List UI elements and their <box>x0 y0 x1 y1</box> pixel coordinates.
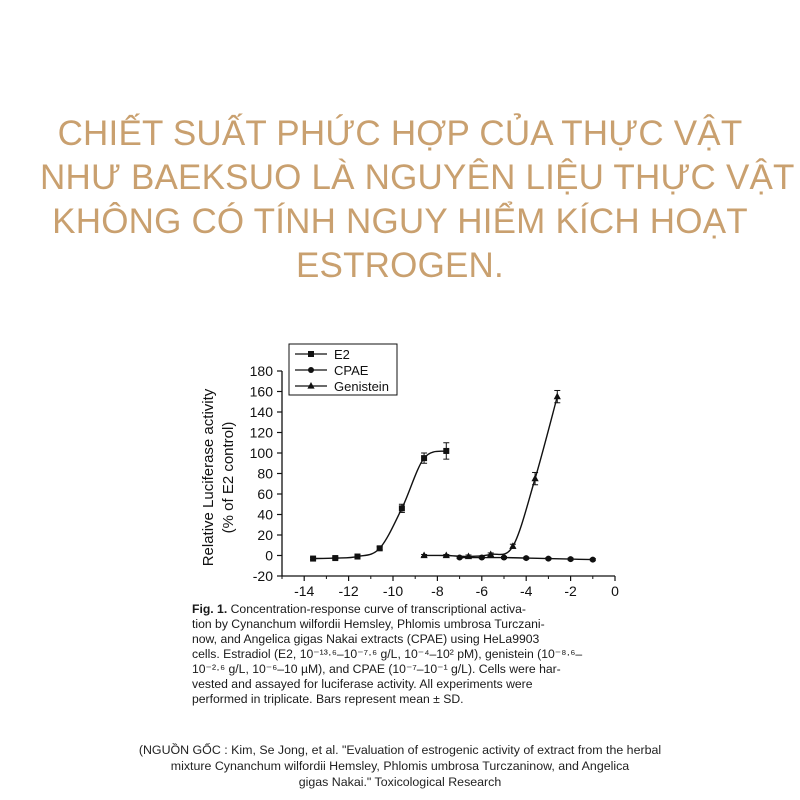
source-line: gigas Nakai." Toxicological Research <box>298 775 502 789</box>
x-tick-label: -6 <box>475 583 489 599</box>
data-point-genistein <box>554 393 561 400</box>
data-point-e2 <box>310 556 316 562</box>
caption-line: tion by Cynanchum wilfordii Hemsley, Phlomis umbrosa Turczani- <box>192 617 545 631</box>
y-tick-label: 100 <box>249 445 273 461</box>
data-point-cpae <box>501 555 507 561</box>
headline-line: KHÔNG CÓ TÍNH NGUY HIỂM KÍCH HOẠT <box>52 202 748 241</box>
legend-label: E2 <box>334 347 350 362</box>
data-point-e2 <box>354 554 360 560</box>
legend-label: Genistein <box>334 379 389 394</box>
y-tick-label: 20 <box>257 527 273 543</box>
x-tick-label: 0 <box>611 583 619 599</box>
series-line-e2 <box>313 451 446 559</box>
y-tick-label: 120 <box>249 424 273 441</box>
caption-line: now, and Angelica gigas Nakai extracts (CPAE) using HeLa9903 <box>192 632 540 646</box>
source-citation <box>60 742 740 790</box>
y-tick-label: -20 <box>252 568 273 584</box>
data-point-genistein <box>509 542 516 549</box>
data-point-cpae <box>523 555 529 561</box>
source-line: mixture Cynanchum wilfordii Hemsley, Phlomis umbrosa Turczaninow, and Angelica <box>170 759 630 773</box>
data-point-genistein <box>531 475 538 482</box>
data-point-e2 <box>332 555 338 561</box>
x-tick-label: -12 <box>338 583 359 599</box>
data-point-e2 <box>421 455 427 461</box>
x-tick-label: -8 <box>431 583 444 599</box>
series-line-genistein <box>424 397 557 557</box>
y-axis-label: (% of E2 control) <box>220 421 237 534</box>
y-tick-label: 80 <box>257 465 273 482</box>
x-tick-label: -10 <box>382 583 404 599</box>
legend-marker <box>308 351 314 357</box>
headline-line: NHƯ BAEKSUO LÀ NGUYÊN LIỆU THỰC VẬT <box>40 158 795 197</box>
caption-line: vested and assayed for luciferase activity. All experiments were <box>192 677 533 691</box>
y-axis-label: Relative Luciferase activity <box>200 388 217 567</box>
data-point-cpae <box>545 556 551 562</box>
caption-label: Fig. 1. <box>192 602 228 616</box>
headline-line: ESTROGEN. <box>296 246 504 285</box>
data-point-e2 <box>443 448 449 454</box>
x-tick-label: -14 <box>294 583 315 599</box>
y-tick-label: 60 <box>257 486 273 502</box>
y-tick-label: 40 <box>257 506 273 523</box>
concentration-response-chart <box>0 330 800 602</box>
data-point-e2 <box>377 545 383 551</box>
legend-marker <box>308 367 314 373</box>
headline-line: CHIẾT SUẤT PHỨC HỢP CỦA THỰC VẬT <box>57 114 743 153</box>
data-point-e2 <box>399 505 405 511</box>
caption-line: 10⁻²·⁶ g/L, 10⁻⁶–10 µM), and CPAE (10⁻⁷–10⁻¹ g/L). Cells were har- <box>192 662 561 676</box>
y-tick-label: 0 <box>265 547 273 564</box>
data-point-cpae <box>590 557 596 563</box>
caption-line: cells. Estradiol (E2, 10⁻¹³·⁶–10⁻⁷·⁶ g/L, 10⁻⁴–10² pM), genistein (10⁻⁸·⁶– <box>192 647 583 661</box>
data-point-cpae <box>568 556 574 562</box>
caption-line: Concentration-response curve of transcriptional activa- <box>230 602 526 616</box>
caption-line: performed in triplicate. Bars represent mean ± SD. <box>192 692 464 706</box>
legend-label: CPAE <box>334 363 369 378</box>
figure-caption <box>192 602 622 707</box>
source-line: (NGUỒN GỐC : Kim, Se Jong, et al. "Evaluation of estrogenic activity of extract from the herbal <box>138 743 662 757</box>
headline <box>40 112 795 288</box>
x-tick-label: -2 <box>564 583 577 599</box>
x-tick-label: -4 <box>519 583 533 599</box>
y-tick-label: 180 <box>249 363 273 379</box>
y-tick-label: 160 <box>249 383 273 400</box>
y-tick-label: 140 <box>249 404 273 420</box>
